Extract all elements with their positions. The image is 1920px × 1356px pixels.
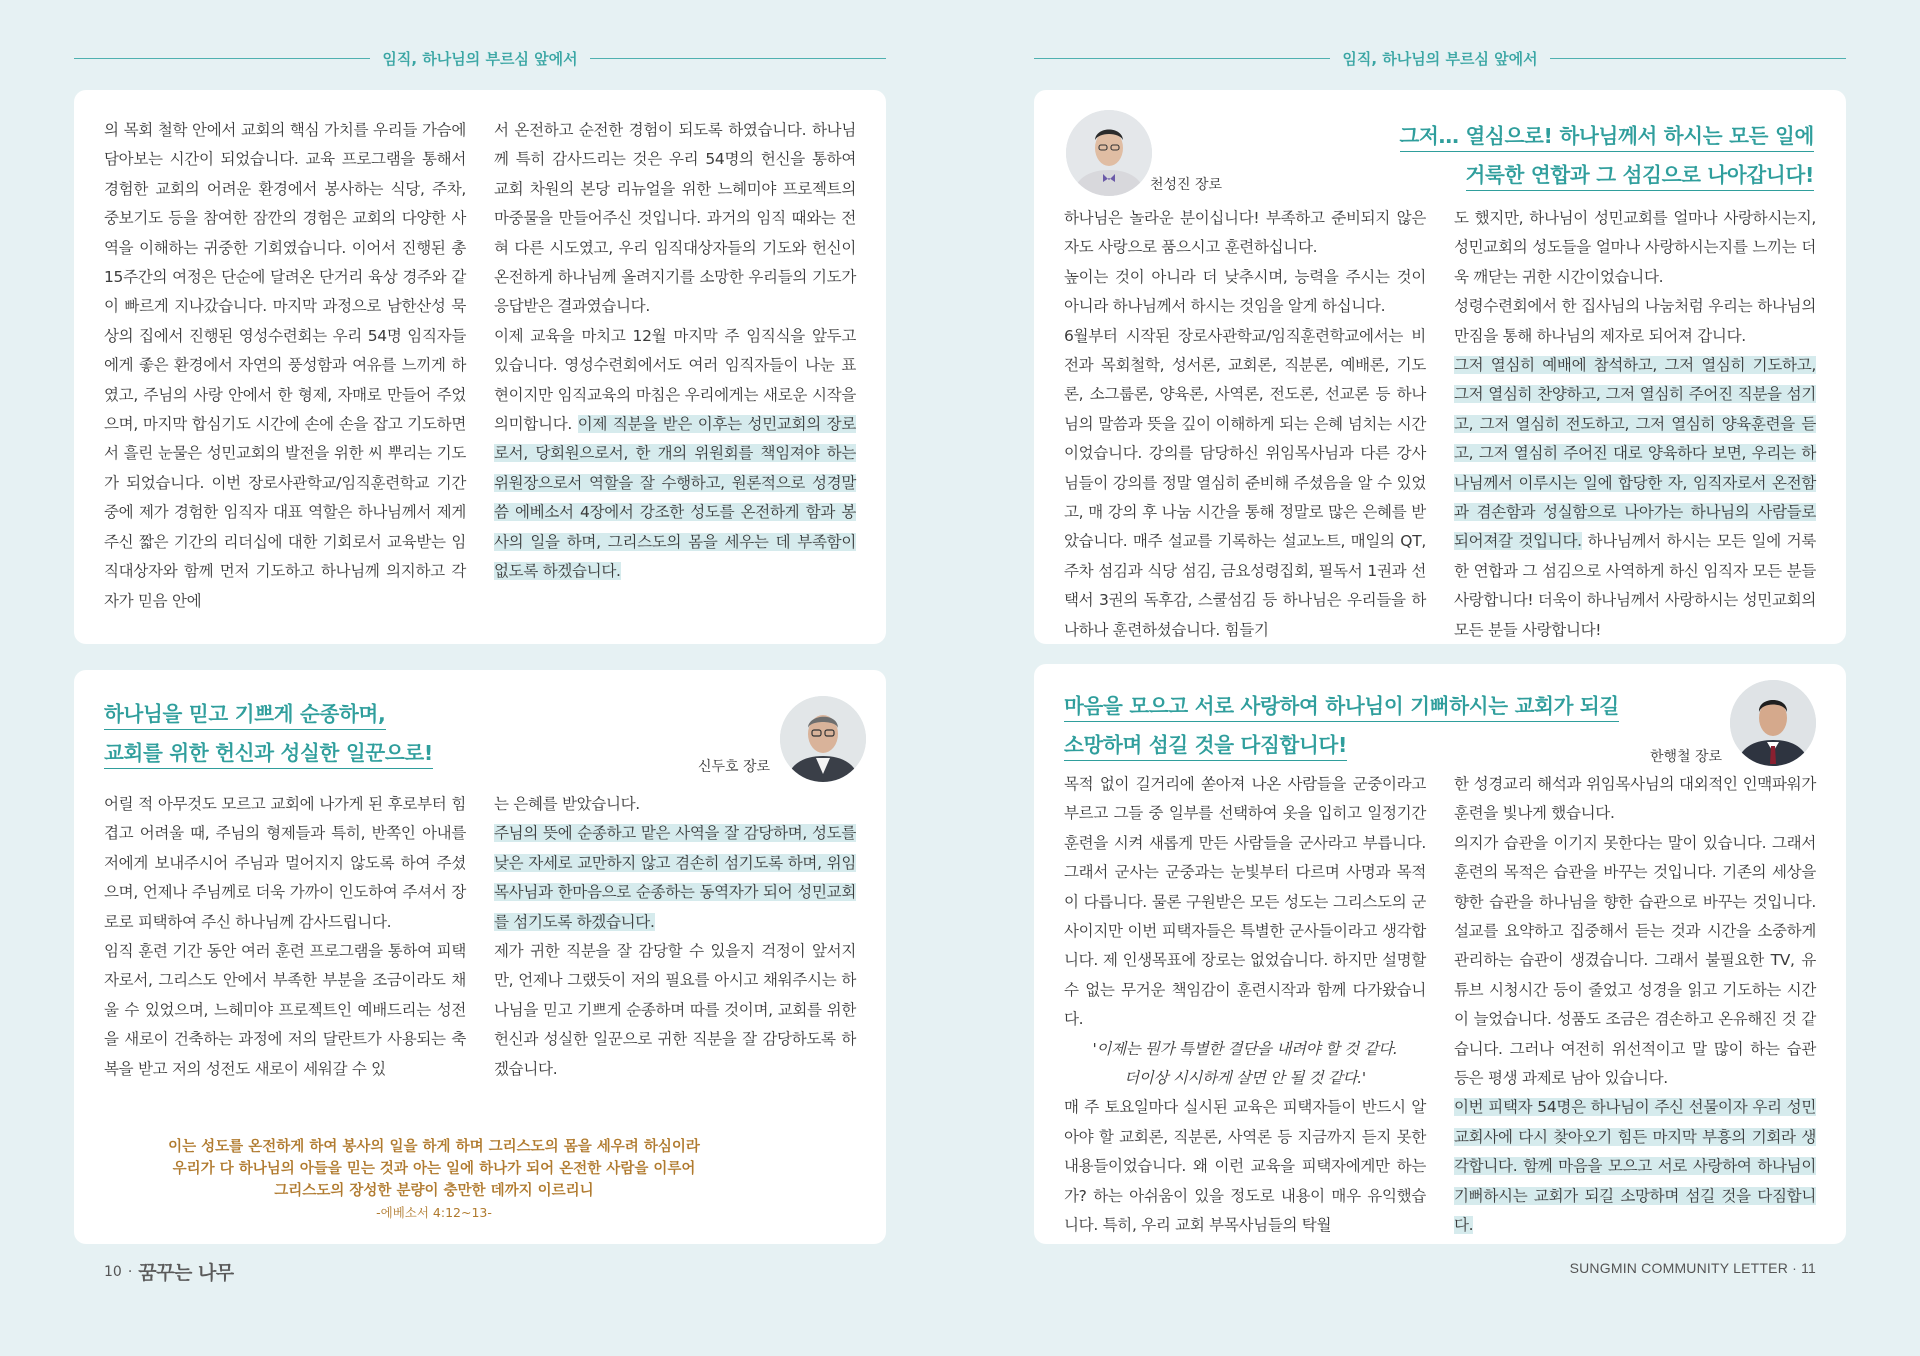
article-title xyxy=(1254,118,1814,196)
title-line: 거룩한 연합과 그 섬김으로 나아갑니다! xyxy=(1466,160,1814,191)
header-rule xyxy=(1550,58,1846,59)
magazine-logo: 꿈꾸는 나무 xyxy=(138,1262,234,1284)
header-title: 임직, 하나님의 부르심 앞에서 xyxy=(1342,49,1538,68)
title-line: 교회를 위한 헌신과 성실한 일꾼으로! xyxy=(104,738,433,769)
highlighted-text: 이제 직분을 받은 이후는 성민교회의 장로로서, 당회원으로서, 한 개의 위원회를 책임져야 하는 위원장으로서 역할을 잘 수행하고, 원론적으로 성경말씀 에베소서 4장에서 강조한 성도를 온전하게 함과 봉사의 일을 하며, 그리스도의 몸을 세우는 데 부족함이 없도록 하겠습니다. xyxy=(494,415,857,581)
paragraph-text: 하나님께서 하시는 모든 일에 거룩한 연합과 그 섬김으로 사역하게 하신 임직자 모든 분들 사랑합니다! 더욱이 하나님께서 사랑하시는 성민교회의 모든 분들 사랑합니다! xyxy=(1454,532,1817,639)
paragraph: 어릴 적 아무것도 모르고 교회에 나가게 된 후로부터 힘겹고 어려울 때, 주님의 형제들과 특히, 반쪽인 아내를 저에게 보내주시어 주님과 멀어지지 않도록 하여 주셨으며, 언제나 주님께로 더욱 가까이 인도하여 주셔서 장로로 피택하여 주신 하나님께 감사드립니다. xyxy=(104,795,466,931)
title-line: 그저… 열심으로! 하나님께서 하시는 모든 일에 xyxy=(1400,121,1815,152)
right-page-footer xyxy=(1570,1260,1816,1276)
quote-line: 더이상 시시하게 살면 안 될 것 같다.' xyxy=(1124,1069,1366,1088)
verse-line: 이는 성도를 온전하게 하여 봉사의 일을 하게 하며 그리스도의 몸을 세우려 하심이라 xyxy=(168,1139,700,1155)
verse-line: 그리스도의 장성한 분량이 충만한 데까지 이르리니 xyxy=(274,1183,594,1199)
newsletter-name: SUNGMIN COMMUNITY LETTER xyxy=(1569,1260,1789,1276)
paragraph: 목적 없이 길거리에 쏟아져 나온 사람들을 군중이라고 부르고 그들 중 일부를 선택하여 옷을 입히고 일정기간 훈련을 시켜 새롭게 만든 사람들을 군사라고 부릅니다. 그래서 군사는 군중과는 눈빛부터 다르며 사명과 목적이 다릅니다. 물론 구원받은 모든 성도는 그리스도의 군사이지만 이번 피택자들은 특별한 군사들이라고 생각합니다. 제 인생목표에 장로는 없었습니다. 하지만 설명할 수 없는 무거운 책임감이 훈련시작과 함께 다가왔습니다. xyxy=(1064,775,1426,1029)
paragraph-text: 이제 교육을 마치고 12월 마지막 주 임직식을 앞두고 있습니다. 영성수련회에서도 여러 임직자들이 나눈 표현이지만 임직교육의 마침은 우리에게는 새로운 시작을 의미합니다. xyxy=(494,326,856,434)
paragraph: 제가 귀한 직분을 잘 감당할 수 있을지 걱정이 앞서지만, 언제나 그랬듯이 저의 필요를 아시고 채워주시는 하나님을 믿고 기쁘게 순종하며 따를 것이며, 교회를 위한 헌신과 성실한 일꾼으로 귀한 직분을 잘 감당하도록 하겠습니다. xyxy=(494,942,856,1078)
paragraph: 6월부터 시작된 장로사관학교/임직훈련학교에서는 비전과 목회철학, 성서론, 교회론, 직분론, 예배론, 기도론, 소그룹론, 양육론, 사역론, 전도론, 선교론 등 하나님의 말씀과 뜻을 깊이 이해하게 되는 은혜 넘치는 시간이었습니다. 강의를 담당하신 위임목사님과 다른 강사님들이 강의를 정말 열심히 준비해 주셨음을 알 수 있었고, 매 강의 후 나눔 시간을 통해 정말로 많은 은혜를 받았습니다. 매주 설교를 기록하는 설교노트, 매일의 QT, 주차 섬김과 식당 섬김, 금요성령집회, 필독서 1권과 선택서 3권의 독후감, 스쿨섬김 등 하나님은 우리들을 하나하나 훈련하셨습니다. 힘들기 xyxy=(1064,326,1426,639)
left-page-footer xyxy=(104,1258,234,1285)
separator-dot: · xyxy=(127,1263,133,1280)
article-column xyxy=(1064,204,1426,644)
author-name: 신두호 장로 xyxy=(698,759,771,775)
scripture-quote xyxy=(114,1136,754,1224)
paragraph xyxy=(1454,1093,1816,1240)
article-card-bottom-left xyxy=(74,670,886,1244)
header-rule xyxy=(590,58,886,59)
article-column xyxy=(494,790,856,1084)
portrait-icon xyxy=(780,696,866,782)
article-column xyxy=(1454,204,1816,644)
paragraph: 의 목회 철학 안에서 교회의 핵심 가치를 우리들 가슴에 담아보는 시간이 되었습니다. 교육 프로그램을 통해서 경험한 교회의 어려운 환경에서 봉사하는 식당, 주차, 중보기도 등을 참여한 잠깐의 경험은 교회의 다양한 사역을 이해하는 귀중한 기회였습니다. 이어서 진행된 총 15주간의 여정은 단순에 달려온 단거리 육상 경주와 같이 빠르게 지나갔습니다. 마지막 과정으로 남한산성 묵상의 집에서 진행된 영성수련회는 우리 54명 임직자들에게 좋은 환경에서 자연의 풍성함과 여유를 느끼게 하였고, 주님의 사랑 안에서 한 형제, 자매로 만들어 주었으며, 마지막 합심기도 시간에 손에 손을 잡고 기도하면서 흘린 눈물은 성민교회의 발전을 위한 씨 뿌리는 기도가 되었습니다. 이번 장로사관학교/임직훈련학교 기간 중에 제가 경험한 임직자 대표 역할은 하나님께서 제게 주신 짧은 기간의 리더십에 대한 기회로서 교육받는 임직대상자와 함께 먼저 기도하고 하나님께 의지하고 각자가 믿음 안에 xyxy=(104,121,466,610)
right-page-header xyxy=(1034,46,1846,70)
portrait-icon xyxy=(1730,680,1816,766)
header-rule xyxy=(1034,58,1330,59)
left-page-header xyxy=(74,46,886,70)
quote-line: '이제는 뭔가 특별한 결단을 내려야 할 것 같다. xyxy=(1092,1039,1398,1058)
author-photo xyxy=(1066,110,1152,196)
paragraph xyxy=(494,322,856,587)
verse-line: 우리가 다 하나님의 아들을 믿는 것과 아는 일에 하나가 되어 온전한 사람을 이루어 xyxy=(172,1161,696,1177)
page-number: 11 xyxy=(1801,1260,1816,1276)
header-rule xyxy=(74,58,370,59)
highlighted-text: 주님의 뜻에 순종하고 맡은 사역을 잘 감당하며, 성도를 낮은 자세로 교만하지 않고 겸손히 섬기도록 하며, 위임목사님과 한마음으로 순종하는 동역자가 되어 성민교회를 섬기도록 하겠습니다. xyxy=(494,824,856,931)
paragraph: 하나님은 놀라운 분이십니다! 부족하고 준비되지 않은 자도 사랑으로 품으시고 훈련하십니다. xyxy=(1064,209,1426,257)
article-card-bottom-right xyxy=(1034,664,1846,1244)
paragraph: 매 주 토요일마다 실시된 교육은 피택자들이 반드시 알아야 할 교회론, 직분론, 사역론 등 지금까지 듣지 못한 내용들이었습니다. 왜 이런 교육을 피택자에게만 하는가? 하는 아쉬움이 있을 정도로 내용이 매우 유익했습니다. 특히, 우리 교회 부목사님들의 탁월 xyxy=(1064,1098,1426,1235)
verse-reference: -에베소서 4:12~13- xyxy=(376,1205,492,1220)
paragraph: 높이는 것이 아니라 더 낮추시며, 능력을 주시는 것이 아니라 하나님께서 하시는 것임을 알게 하십니다. xyxy=(1064,267,1426,316)
header-title: 임직, 하나님의 부르심 앞에서 xyxy=(382,49,578,68)
article-title xyxy=(104,696,624,774)
author-name: 한행철 장로 xyxy=(1650,749,1723,765)
paragraph: 서 온전하고 순전한 경험이 되도록 하였습니다. 하나님께 특히 감사드리는 것은 우리 54명의 헌신을 통하여 교회 차원의 본당 리뉴얼을 위한 느헤미야 프로젝트의 마중물을 만들어주신 것입니다. 과거의 임직 때와는 전혀 다른 시도였고, 우리 임직대상자들의 기도와 헌신이 온전하게 하나님께 올려지기를 소망한 우리들의 기도가 응답받은 결과였습니다. xyxy=(494,121,856,316)
author-photo xyxy=(1730,680,1816,766)
separator-dot: · xyxy=(1792,1260,1802,1276)
page-number: 10 xyxy=(104,1263,122,1280)
author-photo xyxy=(780,696,866,782)
article-column xyxy=(104,116,466,616)
article-title xyxy=(1064,688,1624,766)
author-name: 천성진 장로 xyxy=(1150,177,1223,193)
article-column xyxy=(104,790,466,1084)
paragraph: 한 성경교리 해석과 위임목사님의 대외적인 인맥파워가 훈련을 빛나게 했습니다. xyxy=(1454,775,1816,823)
paragraph: 는 은혜를 받았습니다. xyxy=(494,795,640,813)
article-column xyxy=(494,116,856,587)
article-column xyxy=(1454,770,1816,1241)
paragraph: 의지가 습관을 이기지 못한다는 말이 있습니다. 그래서 훈련의 목적은 습관을 바꾸는 것입니다. 기존의 세상을 향한 습관을 하나님을 향한 습관으로 바꾸는 것입니다. 설교를 요약하고 집중해서 듣는 것과 시간을 소중하게 관리하는 습관이 생겼습니다. 그래서 불필요한 TV, 유튜브 시청시간 등이 줄었고 성경을 읽고 기도하는 시간이 늘었습니다. 성품도 조금은 겸손하고 온유해진 것 같습니다. 그러나 여전히 위선적이고 말 많이 하는 습관 등은 평생 과제로 남아 있습니다. xyxy=(1454,833,1816,1088)
paragraph: 임직 훈련 기간 동안 여러 훈련 프로그램을 통하여 피택자로서, 그리스도 안에서 부족한 부분을 조금이라도 채울 수 있었으며, 느헤미야 프로젝트인 예배드리는 성전을 새로이 건축하는 과정에 저의 달란트가 사용되는 축복을 받고 저의 성전도 새로이 세워갈 수 있 xyxy=(104,942,466,1078)
title-line: 마음을 모으고 서로 사랑하여 하나님이 기뻐하시는 교회가 되길 xyxy=(1064,691,1619,722)
highlighted-text: 이번 피택자 54명은 하나님이 주신 선물이자 우리 성민교회사에 다시 찾아오기 힘든 마지막 부흥의 기회라 생각합니다. 함께 마음을 모으고 서로 사랑하여 하나님이 기뻐하시는 교회가 되길 소망하며 섬길 것을 다짐합니다. xyxy=(1454,1098,1816,1235)
paragraph xyxy=(494,819,856,937)
title-line: 하나님을 믿고 기쁘게 순종하며, xyxy=(104,699,386,730)
article-column xyxy=(1064,770,1426,1241)
paragraph: 도 했지만, 하나님이 성민교회를 얼마나 사랑하시는지, 성민교회의 성도들을 얼마나 사랑하시는지를 느끼는 더욱 깨닫는 귀한 시간이었습니다. xyxy=(1454,209,1816,286)
highlighted-text: 그저 열심히 예배에 참석하고, 그저 열심히 기도하고, 그저 열심히 찬양하고, 그저 열심히 주어진 직분을 섬기고, 그저 열심히 전도하고, 그저 열심히 양육훈련을 듣고, 그저 열심히 주어진 대로 양육하다 보면, 우리는 하나님께서 이루시는 일에 합당한 자, 임직자로서 온전함과 겸손함과 성실함으로 나아가는 하나님의 사람들로 되어져갈 것입니다. xyxy=(1454,356,1816,551)
title-line: 소망하며 섬길 것을 다짐합니다! xyxy=(1064,730,1347,761)
article-card-top-right xyxy=(1034,90,1846,644)
portrait-icon xyxy=(1066,110,1152,196)
paragraph xyxy=(1454,351,1816,644)
article-card-top-left xyxy=(74,90,886,644)
paragraph: 성령수련회에서 한 집사님의 나눔처럼 우리는 하나님의 만짐을 통해 하나님의 제자로 되어져 갑니다. xyxy=(1454,297,1816,345)
